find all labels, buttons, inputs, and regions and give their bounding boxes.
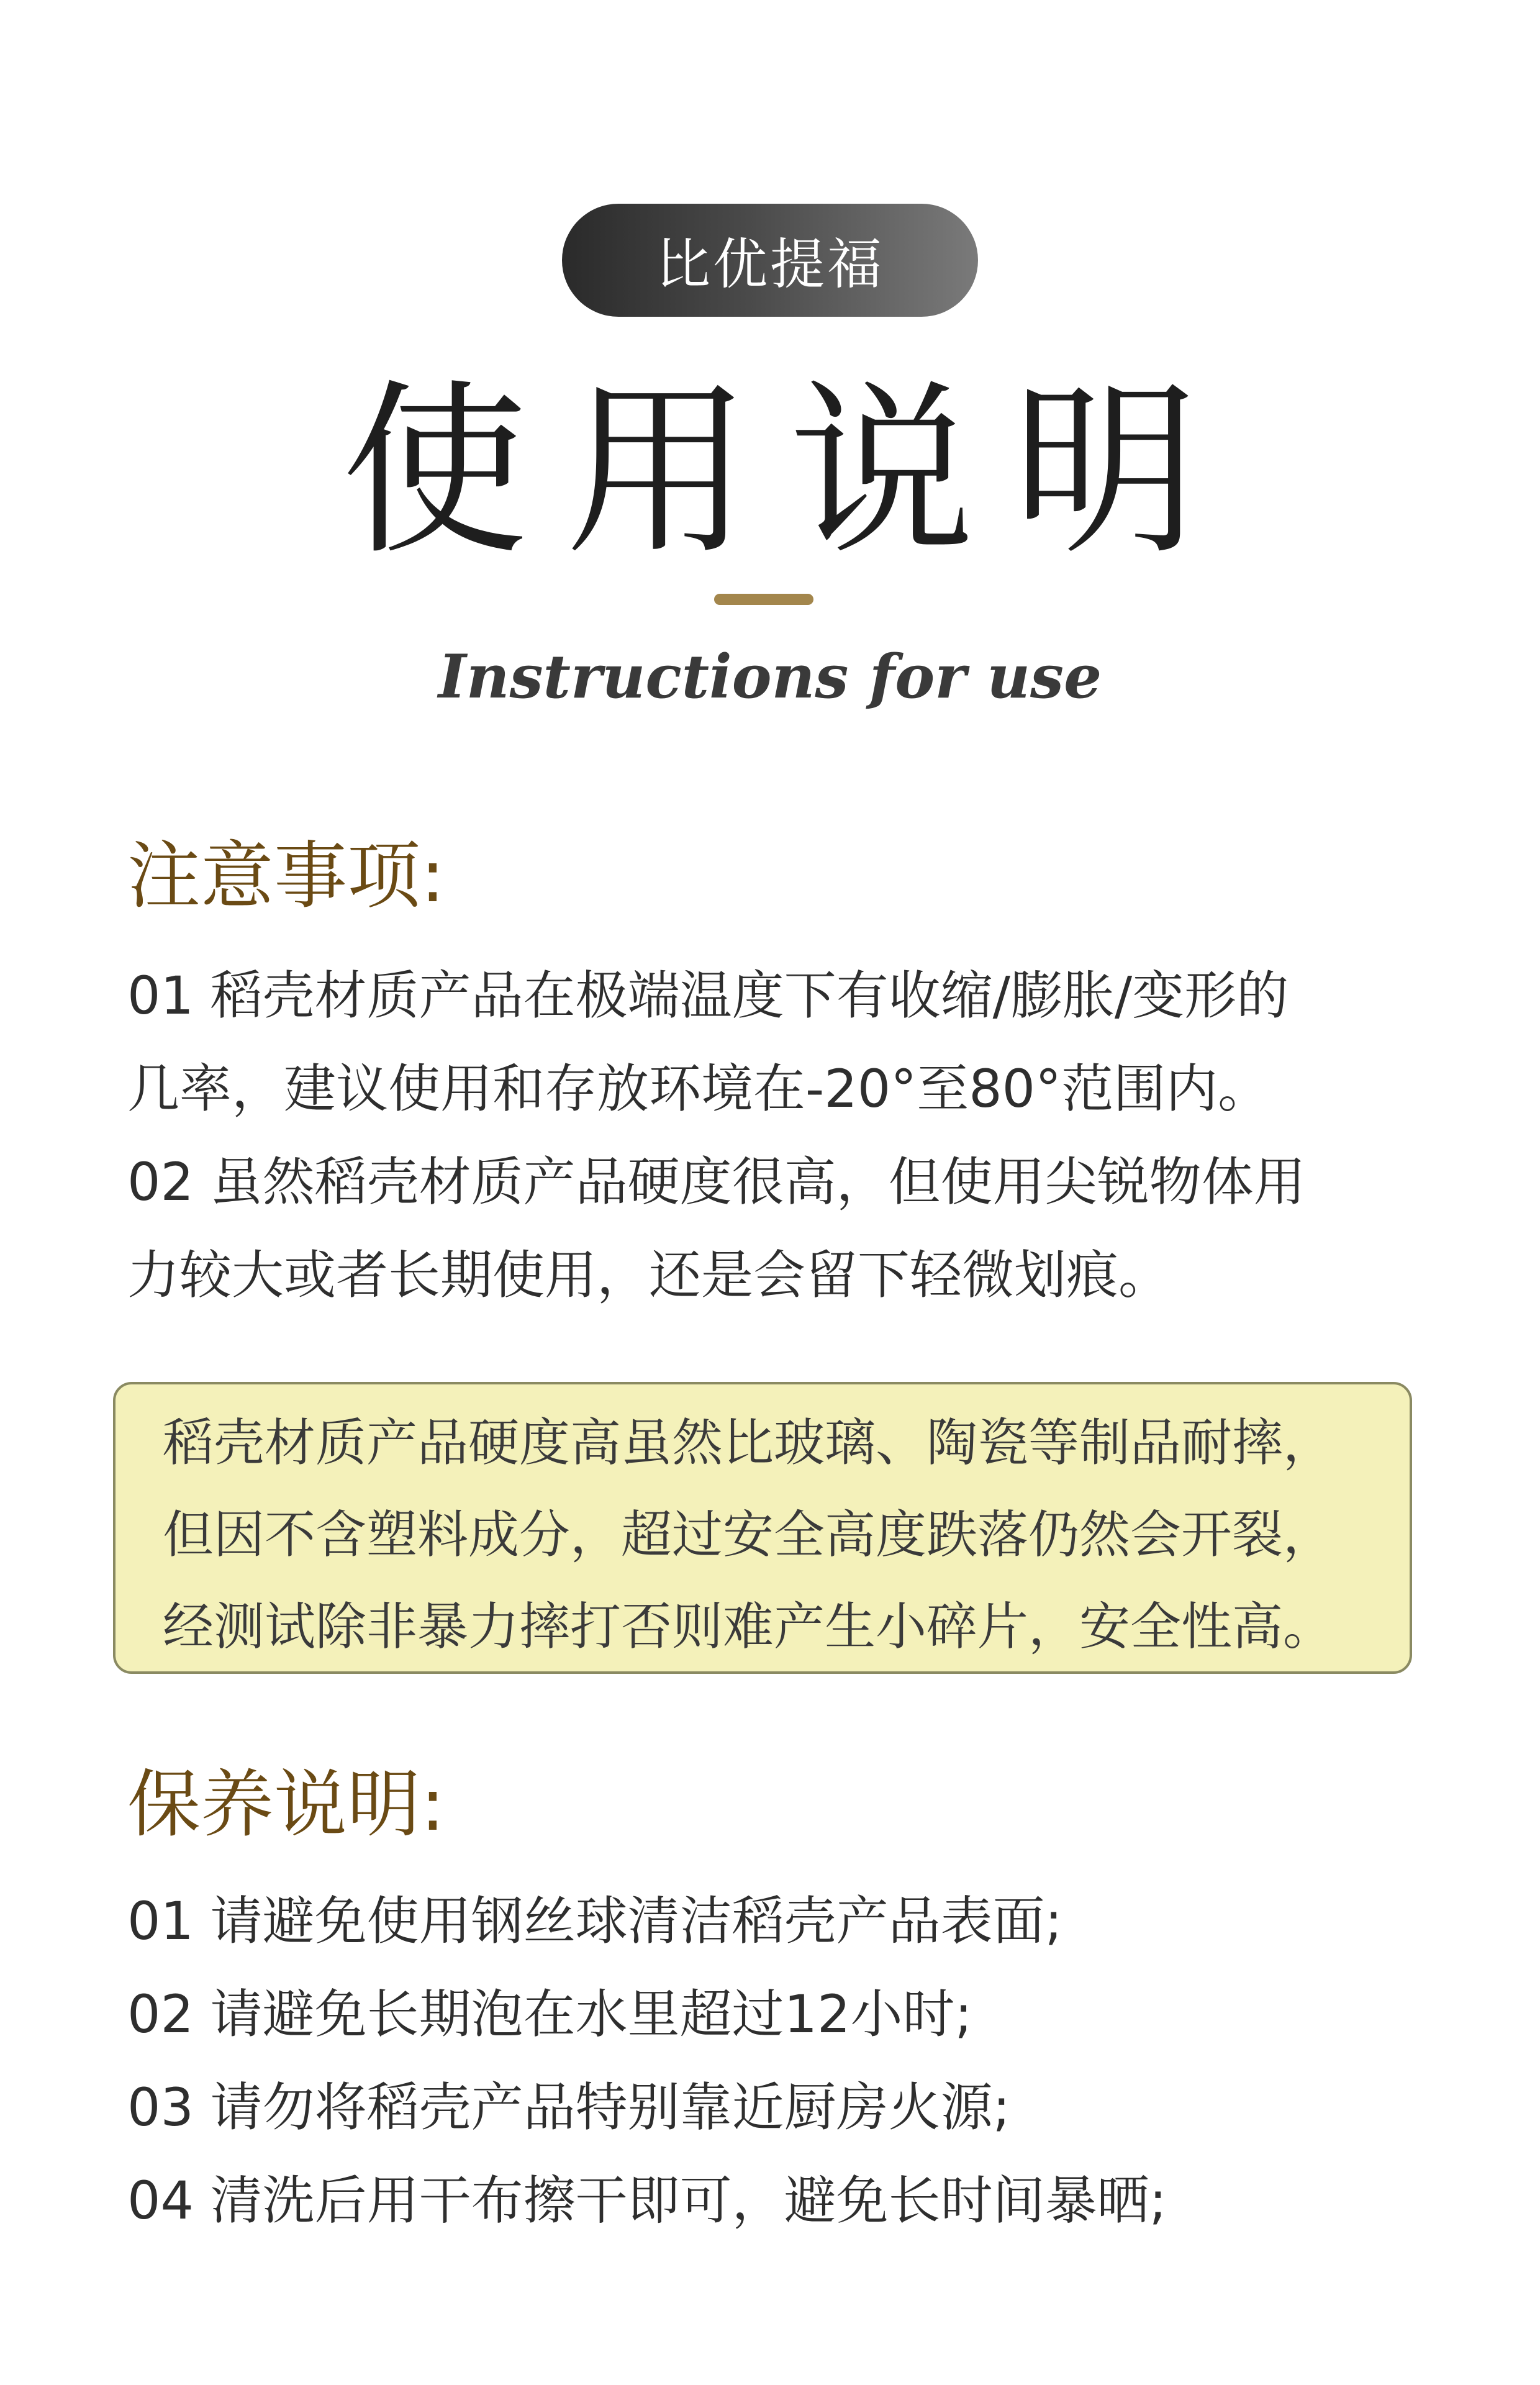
care-line: 04 清洗后用干布擦干即可，避免长时间暴晒; [127, 2170, 1167, 2231]
precaution-line: 几率，建议使用和存放环境在-20°至80°范围内。 [127, 1058, 1270, 1119]
brand-label: 比优提福 [655, 232, 884, 296]
precautions-heading: 注意事项: [127, 833, 445, 919]
note-line: 经测试除非暴力摔打否则难产生小碎片，安全性高。 [163, 1597, 1334, 1656]
note-line: 但因不含塑料成分，超过安全高度跌落仍然会开裂， [163, 1506, 1334, 1565]
page-subtitle: Instructions for use [438, 642, 1102, 712]
page-title: 使用说明 [342, 363, 1236, 580]
safety-note-box [113, 1382, 1412, 1674]
precaution-line: 01 稻壳材质产品在极端温度下有收缩/膨胀/变形的 [127, 965, 1289, 1026]
care-line: 03 请勿将稻壳产品特别靠近厨房火源; [127, 2077, 1010, 2138]
care-line: 02 请避免长期泡在水里超过12小时; [127, 1984, 972, 2045]
precaution-line: 02 虽然稻壳材质产品硬度很高，但使用尖锐物体用 [127, 1152, 1306, 1212]
care-heading: 保养说明: [127, 1761, 445, 1847]
brand-badge [562, 204, 978, 317]
care-line: 01 请避免使用钢丝球清洁稻壳产品表面; [127, 1891, 1062, 1951]
title-divider [714, 594, 813, 605]
note-line: 稻壳材质产品硬度高虽然比玻璃、陶瓷等制品耐摔， [163, 1414, 1334, 1473]
precaution-line: 力较大或者长期使用，还是会留下轻微划痕。 [127, 1245, 1171, 1306]
